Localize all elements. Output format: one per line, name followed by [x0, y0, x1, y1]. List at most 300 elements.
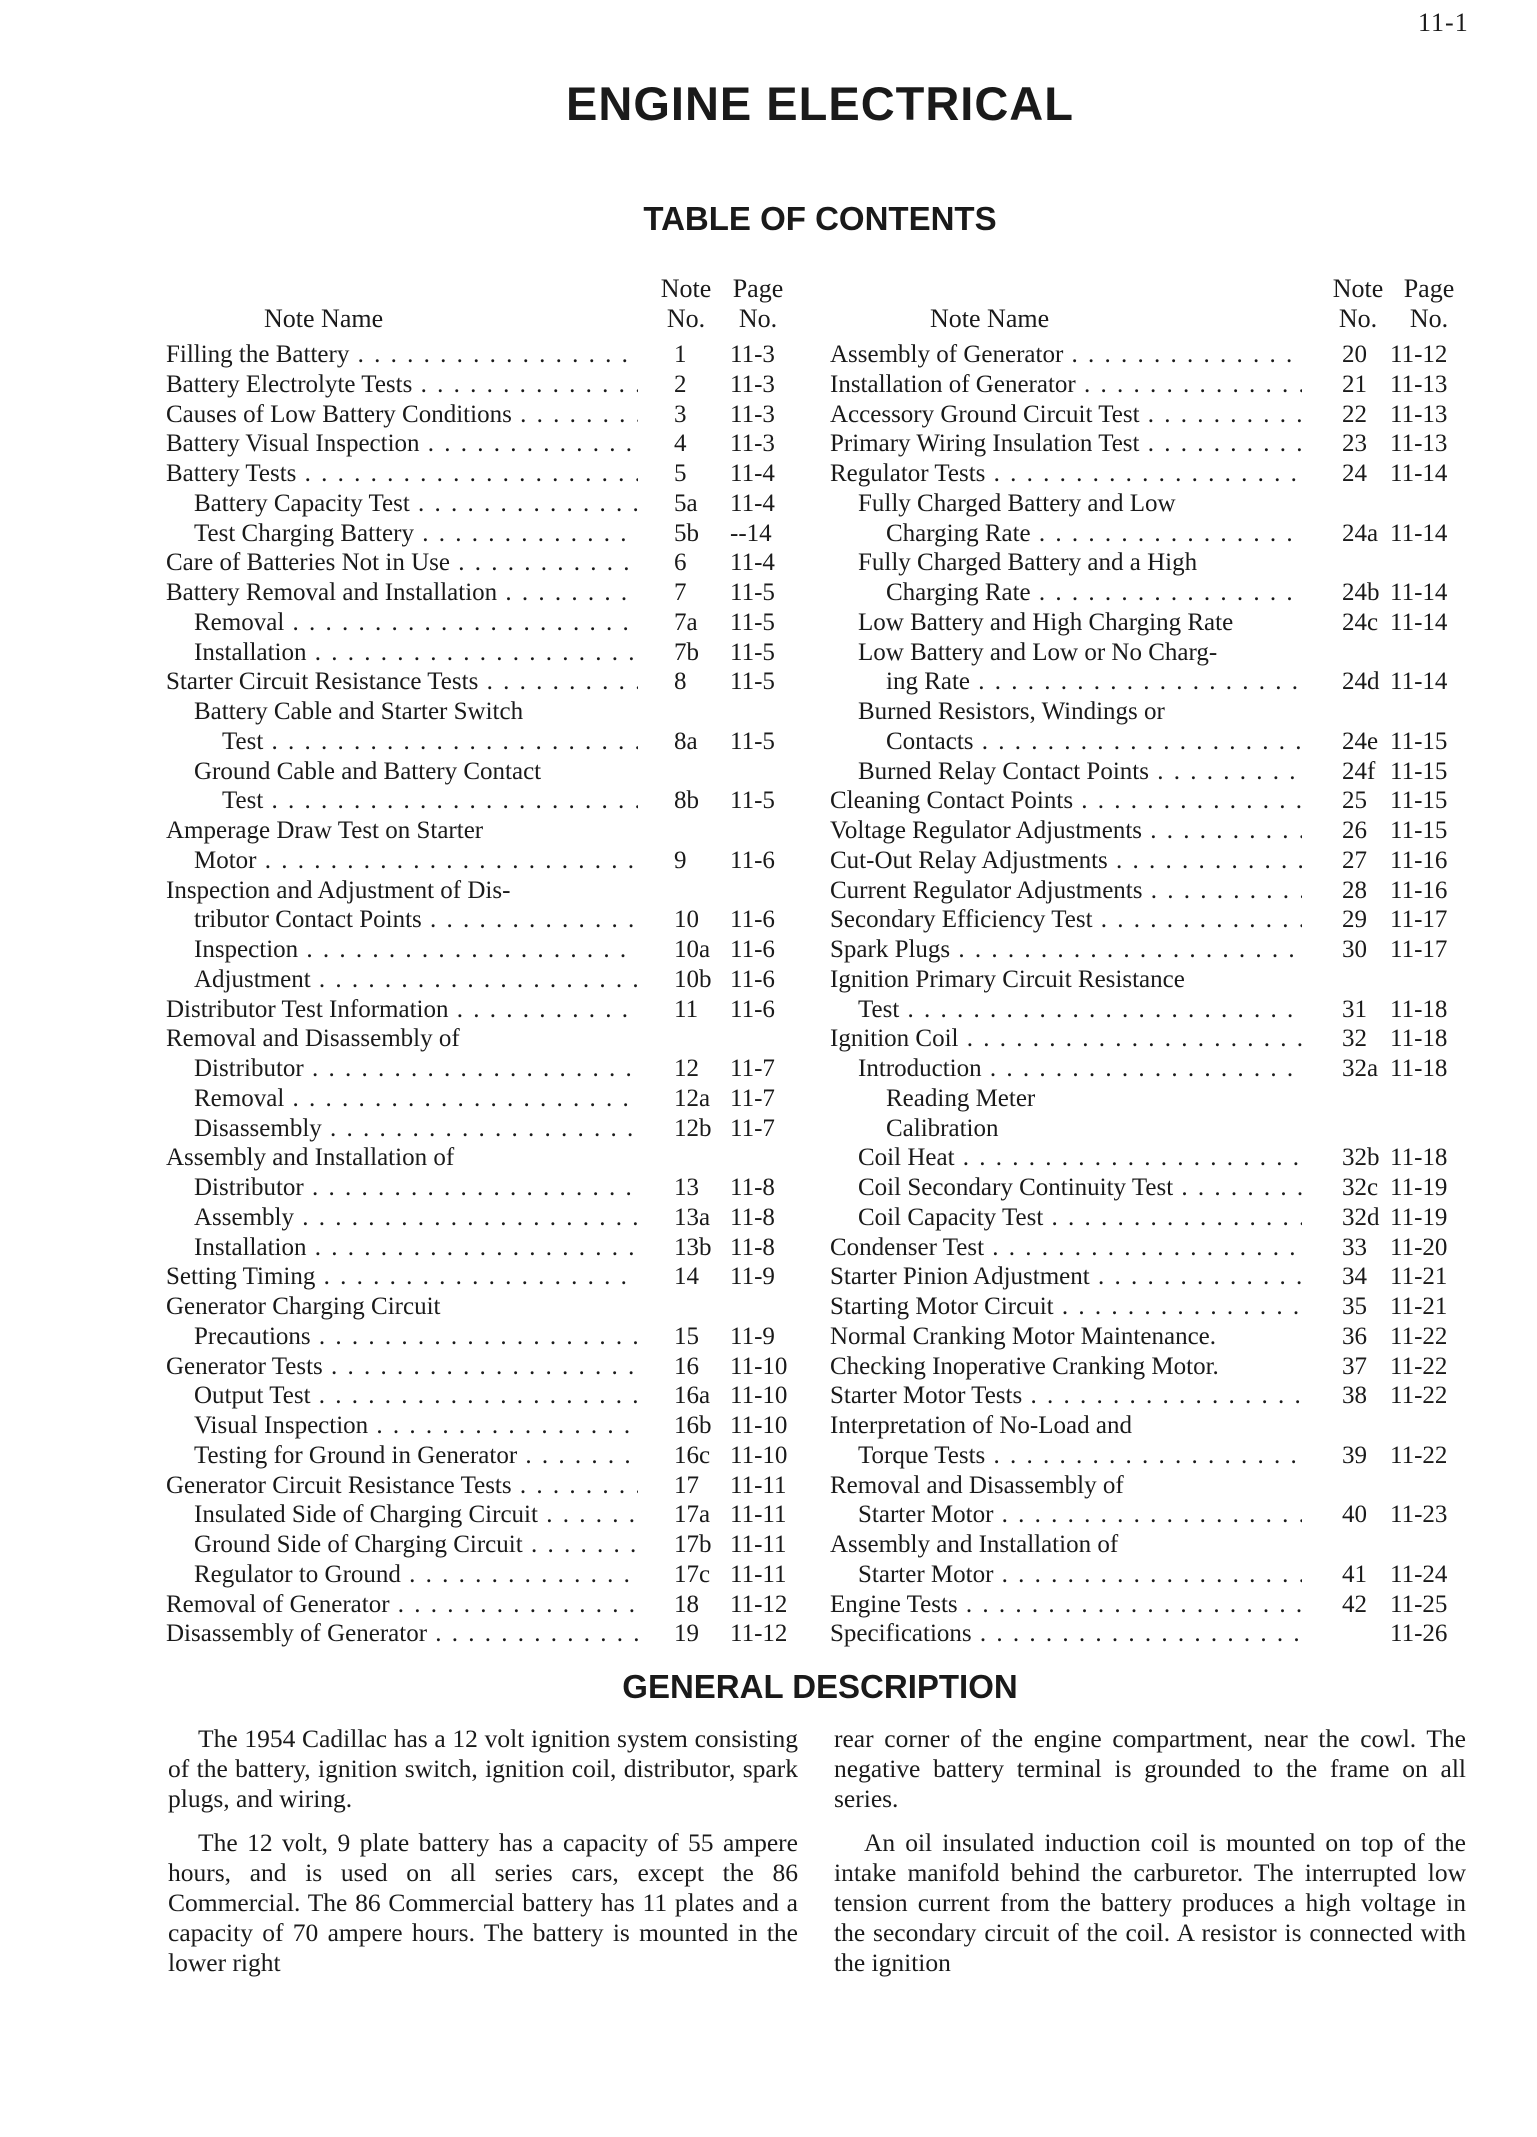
toc-entry-name: Accessory Ground Circuit Test . . . [830, 400, 1302, 430]
toc-entry-name: Battery Tests . . . [166, 459, 638, 489]
toc-entry-page-no: 11-20 [1390, 1233, 1448, 1261]
toc-entry-note-no: 38 [1342, 1382, 1367, 1410]
toc-entry-name: Checking Inoperative Cranking Motor. [830, 1352, 1219, 1380]
toc-entry-page-no: 11-19 [1390, 1174, 1448, 1201]
toc-entry-note-no: 32 [1342, 1025, 1367, 1053]
toc-entry-note-no: 16 [674, 1352, 699, 1380]
toc-entry-page-no: 11-6 [730, 995, 775, 1023]
toc-entry-name: Amperage Draw Test on Starter [166, 817, 484, 844]
toc-row [830, 489, 1470, 519]
toc-entry-page-no: 11-14 [1390, 460, 1448, 487]
toc-entry-name: Inspection . . . [166, 935, 638, 965]
toc-right-rows [830, 340, 1470, 1649]
toc-entry-page-no: 11-18 [1390, 1025, 1448, 1053]
toc-entry-name: Distributor Test Information . . . [166, 995, 638, 1025]
toc-entry-page-no: 11-13 [1390, 430, 1448, 458]
toc-row [166, 459, 806, 489]
toc-entry-name: Distributor . . . [166, 1173, 638, 1203]
toc-row [166, 1381, 806, 1411]
toc-entry-name: Assembly . . . [166, 1203, 638, 1233]
toc-row [166, 1114, 806, 1144]
toc-entry-note-no: 24d [1342, 668, 1380, 696]
toc-entry-note-no: 10a [674, 936, 711, 963]
toc-entry-note-no: 29 [1342, 906, 1367, 934]
toc-entry-note-no: 16a [674, 1382, 711, 1410]
toc-row [830, 1381, 1470, 1411]
toc-entry-name: Ignition Coil . . . [830, 1024, 1302, 1054]
toc-row [830, 1262, 1470, 1292]
toc-entry-name: Fully Charged Battery and Low [858, 489, 1176, 517]
toc-row [830, 1471, 1470, 1501]
toc-entry-note-no: 17c [674, 1560, 711, 1588]
toc-entry-note-no: 21 [1342, 370, 1367, 398]
toc-row [830, 1619, 1470, 1649]
body-right-column [834, 1724, 1466, 1992]
toc-entry-name: Filling the Battery . . . [166, 340, 638, 370]
toc-entry-note-no: 8b [674, 787, 699, 815]
toc-row [166, 667, 806, 697]
toc-entry-note-no: 2 [674, 370, 687, 398]
toc-row [830, 1560, 1470, 1590]
toc-row [166, 905, 806, 935]
toc-row [166, 1173, 806, 1203]
toc-entry-note-no: 1 [674, 341, 687, 368]
toc-row [166, 340, 806, 370]
toc-entry-name: Precautions . . . [166, 1322, 638, 1352]
toc-entry-page-no: 11-12 [1390, 341, 1448, 368]
toc-entry-name: Generator Circuit Resistance Tests . . . [166, 1471, 638, 1501]
toc-entry-note-no: 5 [674, 460, 687, 487]
toc-entry-note-no: 32a [1342, 1055, 1379, 1082]
toc-entry-page-no: 11-5 [730, 787, 775, 815]
toc-entry-note-no: 12a [674, 1084, 711, 1112]
toc-entry-name: Coil Secondary Continuity Test . . . [830, 1173, 1302, 1203]
toc-entry-note-no: 36 [1342, 1322, 1367, 1350]
toc-entry-name: Assembly and Installation of [830, 1531, 1119, 1558]
toc-row [830, 905, 1470, 935]
toc-row [830, 1292, 1470, 1322]
toc-entry-name: Removal of Generator . . . [166, 1590, 638, 1620]
toc-entry-note-no: 16c [674, 1441, 711, 1469]
toc-left-rows [166, 340, 806, 1649]
toc-row [166, 1054, 806, 1084]
toc-row [166, 816, 806, 846]
toc-entry-note-no: 35 [1342, 1293, 1367, 1320]
toc-entry-name: Ground Side of Charging Circuit . . . [166, 1530, 638, 1560]
toc-row [166, 429, 806, 459]
toc-entry-page-no: 11-4 [730, 489, 775, 517]
toc-row [166, 489, 806, 519]
toc-entry-note-no: 41 [1342, 1560, 1367, 1588]
toc-entry-page-no: 11-14 [1390, 608, 1448, 636]
toc-entry-page-no: 11-15 [1390, 757, 1448, 785]
toc-entry-page-no: 11-5 [730, 579, 775, 606]
toc-right-column [830, 266, 1470, 1649]
toc-row [830, 1322, 1470, 1352]
toc-row [830, 1233, 1470, 1263]
toc-entry-note-no: 9 [674, 846, 687, 874]
toc-entry-name: Battery Cable and Starter Switch [194, 698, 524, 725]
header-page-no: Page No. [732, 274, 784, 333]
toc-entry-name: Visual Inspection . . . [166, 1411, 638, 1441]
toc-entry-note-no: 3 [674, 400, 687, 428]
toc-entry-name: Coil Capacity Test . . . [830, 1203, 1302, 1233]
toc-entry-note-no: 12 [674, 1055, 699, 1082]
toc-row [166, 965, 806, 995]
toc-entry-note-no: 39 [1342, 1441, 1367, 1469]
toc-entry-name: Starting Motor Circuit . . . [830, 1292, 1302, 1322]
toc-title: TABLE OF CONTENTS [643, 200, 997, 237]
toc-entry-name: Removal and Disassembly of [830, 1471, 1124, 1499]
toc-row [830, 370, 1470, 400]
toc-row [166, 519, 806, 549]
toc-entry-name: Charging Rate . . . [830, 578, 1302, 608]
header-note-no: Note No. [660, 274, 712, 333]
toc-entry-name: Test . . . [166, 727, 638, 757]
toc-entry-note-no: 28 [1342, 876, 1367, 904]
toc-entry-name: Current Regulator Adjustments . . . [830, 876, 1302, 906]
toc-entry-note-no: 15 [674, 1322, 699, 1350]
toc-row [830, 1203, 1470, 1233]
toc-entry-name: Regulator Tests . . . [830, 459, 1302, 489]
toc-entry-name: Spark Plugs . . . [830, 935, 1302, 965]
toc-entry-note-no: 40 [1342, 1501, 1367, 1529]
toc-row [830, 1143, 1470, 1173]
body-paragraph: The 1954 Cadillac has a 12 volt ignition system consisting of the battery, ignition switch, ignition coil, distributor, spark plugs, and wiring. [168, 1724, 798, 1813]
toc-entry-name: Battery Removal and Installation . . . [166, 578, 638, 608]
toc-entry-name: Installation of Generator . . . [830, 370, 1302, 400]
toc-row [166, 1024, 806, 1054]
toc-entry-name: Low Battery and High Charging Rate [858, 608, 1234, 636]
toc-row [830, 519, 1470, 549]
toc-entry-name: Test . . . [830, 995, 1302, 1025]
toc-entry-name: Regulator to Ground . . . [166, 1560, 638, 1590]
toc-entry-note-no: 22 [1342, 400, 1367, 428]
body-paragraph: The 12 volt, 9 plate battery has a capacity of 55 ampere hours, and is used on all series cars, except the 86 Commercial. The 86 Commercial battery has 11 plates and a capacity of 70 ampere hours. The battery is mounted in the lower right [168, 1828, 798, 1977]
toc-entry-page-no: 11-25 [1390, 1590, 1448, 1618]
toc-row [830, 1054, 1470, 1084]
toc-entry-page-no: 11-10 [730, 1412, 788, 1439]
toc-entry-name: Battery Electrolyte Tests . . . [166, 370, 638, 400]
toc-row [166, 1619, 806, 1649]
toc-entry-note-no: 17b [674, 1531, 712, 1558]
toc-entry-page-no: 11-3 [730, 370, 775, 398]
toc-entry-page-no: 11-11 [730, 1471, 787, 1499]
toc-entry-page-no: 11-11 [730, 1501, 787, 1529]
toc-entry-name: Starter Motor Tests . . . [830, 1381, 1302, 1411]
toc-row [166, 1530, 806, 1560]
toc-row [830, 1441, 1470, 1471]
toc-entry-name: Introduction . . . [830, 1054, 1302, 1084]
toc-entry-name: Primary Wiring Insulation Test . . . [830, 429, 1302, 459]
toc-entry-name: tributor Contact Points . . . [166, 905, 638, 935]
toc-entry-name: Starter Motor . . . [830, 1560, 1302, 1590]
toc-entry-note-no: 5b [674, 519, 699, 547]
toc-row [830, 459, 1470, 489]
toc-entry-note-no: 19 [674, 1620, 699, 1648]
toc-row [830, 667, 1470, 697]
toc-entry-page-no: 11-11 [730, 1531, 787, 1558]
toc-row [830, 1084, 1470, 1114]
toc-entry-name: Motor . . . [166, 846, 638, 876]
toc-entry-page-no: 11-18 [1390, 1144, 1448, 1172]
toc-row [166, 1352, 806, 1382]
toc-entry-note-no: 7a [674, 608, 698, 636]
toc-row [166, 1441, 806, 1471]
header-note-name: Note Name [264, 304, 384, 333]
toc-entry-name: Installation . . . [166, 638, 638, 668]
toc-entry-name: Normal Cranking Motor Maintenance. [830, 1322, 1217, 1350]
toc-entry-name: Test . . . [166, 786, 638, 816]
toc-entry-name: Contacts . . . [830, 727, 1302, 757]
toc-entry-name: Care of Batteries Not in Use . . . [166, 548, 638, 578]
toc-entry-note-no: 4 [674, 430, 687, 458]
page-number: 11-1 [1418, 8, 1469, 37]
toc-entry-page-no: 11-22 [1390, 1382, 1448, 1410]
toc-entry-note-no: 23 [1342, 430, 1367, 458]
toc-entry-page-no: 11-15 [1390, 787, 1448, 815]
toc-entry-note-no: 24e [1342, 727, 1379, 755]
toc-entry-page-no: 11-9 [730, 1322, 775, 1350]
toc-entry-note-no: 30 [1342, 936, 1367, 963]
toc-entry-page-no: 11-21 [1390, 1293, 1448, 1320]
toc-row [166, 1322, 806, 1352]
toc-left-column [166, 266, 806, 1649]
toc-entry-note-no: 17 [674, 1471, 699, 1499]
toc-entry-note-no: 25 [1342, 787, 1367, 815]
toc-entry-note-no: 7b [674, 638, 699, 666]
toc-entry-name: Inspection and Adjustment of Dis- [166, 876, 511, 904]
toc-row [166, 995, 806, 1025]
toc-entry-name: Test Charging Battery . . . [166, 519, 638, 549]
toc-entry-note-no: 24f [1342, 757, 1376, 785]
toc-entry-name: Distributor . . . [166, 1054, 638, 1084]
page-title: ENGINE ELECTRICAL [566, 77, 1074, 130]
toc-row [830, 1411, 1470, 1441]
toc-row [166, 1560, 806, 1590]
toc-entry-name: Condenser Test . . . [830, 1233, 1302, 1263]
toc-entry-page-no: 11-6 [730, 906, 775, 934]
toc-entry-page-no: 11-18 [1390, 1055, 1448, 1082]
toc-entry-name: Burned Resistors, Windings or [858, 698, 1165, 725]
toc-row [166, 727, 806, 757]
toc-entry-name: Removal . . . [166, 608, 638, 638]
toc-entry-name: Reading Meter [886, 1084, 1036, 1112]
toc-entry-name: Disassembly of Generator . . . [166, 1619, 638, 1649]
toc-row [166, 1471, 806, 1501]
toc-entry-name: Starter Circuit Resistance Tests . . . [166, 667, 638, 697]
toc-entry-note-no: 7 [674, 579, 687, 606]
toc-entry-name: Cleaning Contact Points . . . [830, 786, 1302, 816]
toc-entry-page-no: 11-5 [730, 608, 775, 636]
toc-entry-page-no: 11-3 [730, 400, 775, 428]
toc-entry-page-no: 11-8 [730, 1233, 775, 1261]
toc-row [166, 1262, 806, 1292]
toc-entry-note-no: 26 [1342, 817, 1367, 844]
toc-row [830, 786, 1470, 816]
toc-entry-note-no: 17a [674, 1501, 711, 1529]
toc-entry-page-no: 11-6 [730, 846, 775, 874]
toc-row [830, 965, 1470, 995]
toc-entry-name: Fully Charged Battery and a High [858, 549, 1198, 577]
general-description-title: GENERAL DESCRIPTION [622, 1668, 1018, 1705]
toc-row [830, 876, 1470, 906]
toc-entry-page-no: 11-9 [730, 1263, 775, 1291]
toc-entry-name: Ground Cable and Battery Contact [194, 757, 542, 785]
toc-entry-note-no: 32b [1342, 1144, 1380, 1172]
toc-entry-page-no: 11-6 [730, 936, 775, 963]
toc-row [166, 400, 806, 430]
toc-row [166, 786, 806, 816]
toc-row [830, 727, 1470, 757]
toc-entry-note-no: 24a [1342, 519, 1379, 547]
toc-entry-note-no: 37 [1342, 1352, 1367, 1380]
toc-entry-name: Engine Tests . . . [830, 1590, 1302, 1620]
toc-row [166, 697, 806, 727]
toc-row [830, 935, 1470, 965]
toc-entry-note-no: 42 [1342, 1590, 1367, 1618]
toc-entry-page-no: 11-24 [1390, 1560, 1448, 1588]
toc-row [166, 370, 806, 400]
toc-entry-page-no: 11-23 [1390, 1501, 1448, 1529]
toc-entry-note-no: 31 [1342, 995, 1367, 1023]
toc-entry-note-no: 20 [1342, 341, 1367, 368]
toc-entry-page-no: 11-26 [1390, 1620, 1448, 1648]
toc-entry-name: Interpretation of No-Load and [830, 1412, 1132, 1439]
toc-entry-note-no: 14 [674, 1263, 699, 1291]
toc-entry-page-no: 11-8 [730, 1174, 775, 1201]
toc-entry-page-no: 11-7 [730, 1055, 775, 1082]
toc-entry-page-no: 11-12 [730, 1590, 788, 1618]
toc-header [166, 266, 806, 336]
toc-entry-page-no: 11-5 [730, 638, 775, 666]
toc-row [166, 1084, 806, 1114]
toc-entry-note-no: 12b [674, 1114, 712, 1142]
toc-row [166, 1203, 806, 1233]
toc-entry-page-no: 11-13 [1390, 400, 1448, 428]
toc-row [830, 1352, 1470, 1382]
toc-entry-name: Ignition Primary Circuit Resistance [830, 965, 1185, 993]
header-page-no: Page No. [1403, 274, 1455, 333]
toc-entry-name: Generator Charging Circuit [166, 1293, 441, 1320]
toc-entry-name: Disassembly . . . [166, 1114, 638, 1144]
toc-entry-note-no: 8a [674, 727, 698, 755]
toc-row [830, 608, 1470, 638]
toc-entry-page-no: 11-4 [730, 460, 775, 487]
toc-entry-note-no: 16b [674, 1412, 712, 1439]
toc-entry-note-no: 13a [674, 1203, 711, 1231]
toc-entry-note-no: 18 [674, 1590, 699, 1618]
toc-entry-page-no: 11-16 [1390, 876, 1448, 904]
toc-row [166, 1292, 806, 1322]
toc-entry-page-no: 11-22 [1390, 1441, 1448, 1469]
toc-row [830, 1500, 1470, 1530]
toc-entry-name: Coil Heat . . . [830, 1143, 1302, 1173]
toc-entry-name: Specifications . . . [830, 1619, 1302, 1649]
toc-row [830, 757, 1470, 787]
toc-row [166, 846, 806, 876]
toc-entry-name: Setting Timing . . . [166, 1262, 638, 1292]
header-note-no: Note No. [1332, 274, 1384, 333]
toc-entry-note-no: 33 [1342, 1233, 1367, 1261]
toc-entry-page-no: 11-12 [730, 1620, 788, 1648]
toc-entry-name: Burned Relay Contact Points . . . [830, 757, 1302, 787]
toc-row [830, 638, 1470, 668]
toc-entry-note-no: 5a [674, 489, 698, 517]
toc-entry-name: Removal . . . [166, 1084, 638, 1114]
toc-entry-page-no: 11-3 [730, 430, 775, 458]
toc-entry-page-no: --14 [730, 519, 772, 547]
toc-header [830, 266, 1470, 336]
toc-row [830, 578, 1470, 608]
toc-row [830, 340, 1470, 370]
toc-entry-note-no: 34 [1342, 1263, 1367, 1291]
toc-entry-name: Insulated Side of Charging Circuit . . . [166, 1500, 638, 1530]
toc-entry-name: Output Test . . . [166, 1381, 638, 1411]
toc-row [166, 1500, 806, 1530]
toc-row [830, 548, 1470, 578]
toc-entry-page-no: 11-15 [1390, 727, 1448, 755]
toc-entry-page-no: 11-7 [730, 1084, 775, 1112]
toc-row [830, 846, 1470, 876]
toc-entry-note-no: 24 [1342, 460, 1367, 487]
toc-row [166, 638, 806, 668]
toc-entry-note-no: 11 [674, 995, 699, 1023]
toc-row [830, 429, 1470, 459]
toc-entry-name: ing Rate . . . [830, 667, 1302, 697]
toc-entry-note-no: 32c [1342, 1174, 1379, 1201]
toc-entry-note-no: 6 [674, 549, 687, 577]
toc-row [166, 578, 806, 608]
toc-entry-page-no: 11-6 [730, 965, 775, 993]
toc-entry-page-no: 11-13 [1390, 370, 1448, 398]
toc-entry-note-no: 8 [674, 668, 687, 696]
toc-entry-note-no: 24b [1342, 579, 1380, 606]
toc-row [830, 400, 1470, 430]
toc-row [830, 1173, 1470, 1203]
toc-entry-name: Calibration [886, 1114, 999, 1142]
toc-row [166, 608, 806, 638]
toc-entry-page-no: 11-18 [1390, 995, 1448, 1023]
toc-entry-page-no: 11-7 [730, 1114, 775, 1142]
toc-row [166, 1233, 806, 1263]
toc-entry-name: Voltage Regulator Adjustments . . . [830, 816, 1302, 846]
toc-entry-page-no: 11-8 [730, 1203, 775, 1231]
toc-row [166, 876, 806, 906]
toc-entry-name: Installation . . . [166, 1233, 638, 1263]
toc-row [830, 1114, 1470, 1144]
toc-entry-note-no: 13 [674, 1174, 699, 1201]
toc-row [166, 1143, 806, 1173]
toc-entry-page-no: 11-14 [1390, 579, 1448, 606]
toc-entry-page-no: 11-21 [1390, 1263, 1448, 1291]
toc-entry-note-no: 24c [1342, 608, 1379, 636]
toc-row [166, 757, 806, 787]
toc-entry-note-no: 10 [674, 906, 699, 934]
toc-row [830, 1024, 1470, 1054]
toc-entry-page-no: 11-10 [730, 1441, 788, 1469]
toc-row [166, 548, 806, 578]
toc-entry-name: Assembly of Generator . . . [830, 340, 1302, 370]
toc-entry-page-no: 11-22 [1390, 1322, 1448, 1350]
toc-row [166, 935, 806, 965]
body-paragraph: rear corner of the engine compartment, near the cowl. The negative battery terminal is grounded to the frame on all series. [834, 1724, 1466, 1813]
toc-entry-page-no: 11-4 [730, 549, 775, 577]
toc-entry-note-no: 13b [674, 1233, 712, 1261]
body-paragraph: An oil insulated induction coil is mounted on top of the intake manifold behind the carburetor. The interrupted low tension current from the battery produces a high voltage in the secondary circuit of the coil. A resistor is connected with the ignition [834, 1828, 1466, 1977]
toc-entry-name: Torque Tests . . . [830, 1441, 1302, 1471]
toc-entry-page-no: 11-5 [730, 727, 775, 755]
